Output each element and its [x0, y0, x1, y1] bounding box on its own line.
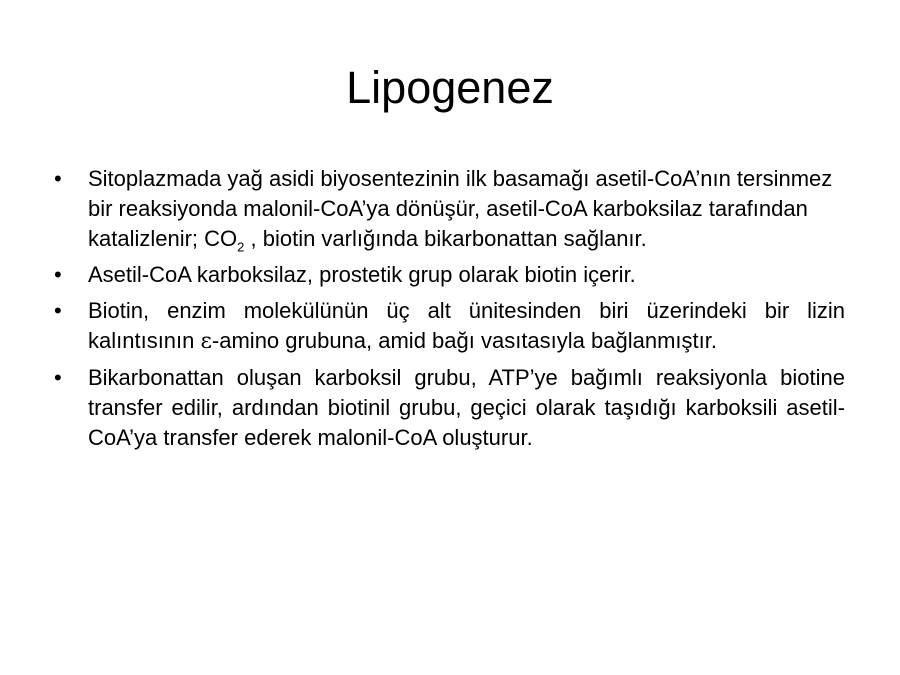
bullet-item-2 [52, 260, 845, 290]
slide-title: Lipogenez [346, 62, 554, 113]
bullet-text-1-part-b: , biotin varlığında bikarbonattan sağlanır. [244, 226, 647, 251]
bullet-text-1 [88, 164, 845, 254]
bullet-dot-icon: • [54, 365, 62, 390]
bullet-text-2: Asetil-CoA karboksilaz, prostetik grup olarak biotin içerir. [88, 262, 636, 287]
bullet-text-1-part-a: Sitoplazmada yağ asidi biyosentezinin ilk basamağı asetil-CoA’nın tersinmez bir reaksiyonda malonil-CoA’ya dönüşür, asetil-CoA karboksilaz tarafından katalizlenir; CO [88, 166, 833, 251]
bullet-text-3-part-a: Biotin, enzim molekülünün üç alt ünitesinden biri üzerindeki bir lizin kalıntısının [88, 298, 845, 353]
bullet-item-1 [52, 164, 845, 254]
bullet-text-3 [88, 296, 845, 357]
bullet-dot-icon: • [54, 262, 62, 287]
bullet-text-3-part-b: -amino grubuna, amid bağı vasıtasıyla bağlanmıştır. [211, 328, 717, 353]
bullet-item-3 [52, 296, 845, 357]
bullet-text-4: Bikarbonattan oluşan karboksil grubu, ATP’ye bağımlı reaksiyonla biotine transfer edilir, ardından biotinil grubu, geçici olarak taşıdığı karboksili asetil-CoA’ya transfer ederek malonil-CoA oluşturur. [88, 365, 845, 450]
bullet-dot-icon: • [54, 298, 62, 323]
epsilon-symbol: ε [200, 329, 212, 354]
bullet-list [52, 164, 845, 459]
bullet-dot-icon: • [54, 166, 62, 191]
co2-subscript: 2 [237, 239, 245, 255]
bullet-item-4 [52, 363, 845, 453]
